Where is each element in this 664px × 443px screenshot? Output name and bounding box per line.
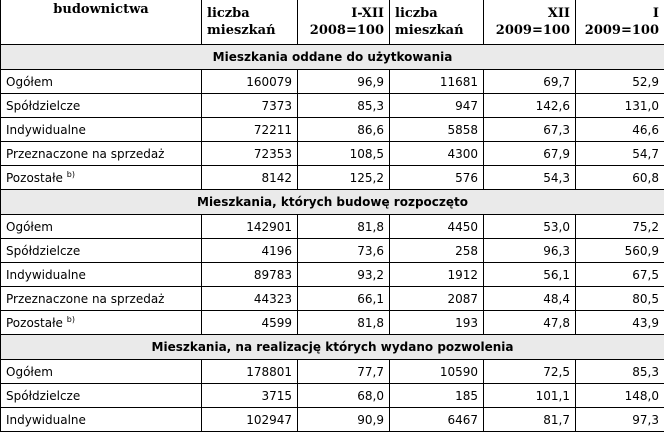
- value-cell-1: 4599: [202, 311, 298, 335]
- value-cell-2: 108,5: [298, 142, 390, 166]
- row-label: Indywidualne: [6, 267, 86, 282]
- section-title: Mieszkania, których budowę rozpoczęto: [1, 190, 664, 215]
- row-label-cell: [1, 263, 202, 287]
- value-cell-4: 67,3: [484, 118, 576, 142]
- row-label-cell: [1, 360, 202, 384]
- header-index-i-2009: I 2009=100: [576, 0, 664, 45]
- value-cell-3: 185: [390, 384, 484, 408]
- value-cell-5: 148,0: [576, 384, 664, 408]
- row-label: Spółdzielcze: [6, 98, 81, 113]
- table-row: [1, 118, 664, 142]
- value-cell-4: 101,1: [484, 384, 576, 408]
- table-row: [1, 384, 664, 408]
- value-cell-3: 193: [390, 311, 484, 335]
- row-label: Pozostałe: [6, 170, 63, 185]
- table-row: [1, 263, 664, 287]
- value-cell-4: 47,8: [484, 311, 576, 335]
- table-row: [1, 408, 664, 432]
- table-row: [1, 215, 664, 239]
- table-row: [1, 94, 664, 118]
- value-cell-1: 8142: [202, 166, 298, 190]
- table-row: [1, 142, 664, 166]
- value-cell-4: 56,1: [484, 263, 576, 287]
- row-label-cell: [1, 142, 202, 166]
- row-label-cell: [1, 287, 202, 311]
- value-cell-4: 54,3: [484, 166, 576, 190]
- value-cell-3: 10590: [390, 360, 484, 384]
- value-cell-5: 43,9: [576, 311, 664, 335]
- table-row: [1, 239, 664, 263]
- header-dwellings-count-year: liczba mieszkań: [202, 0, 298, 45]
- value-cell-4: 67,9: [484, 142, 576, 166]
- value-cell-2: 93,2: [298, 263, 390, 287]
- value-cell-3: 576: [390, 166, 484, 190]
- value-cell-4: 142,6: [484, 94, 576, 118]
- value-cell-1: 72353: [202, 142, 298, 166]
- header-index-xii-2009: XII 2009=100: [484, 0, 576, 45]
- value-cell-1: 44323: [202, 287, 298, 311]
- value-cell-5: 131,0: [576, 94, 664, 118]
- table-row: [1, 311, 664, 335]
- section-title: Mieszkania oddane do użytkowania: [1, 45, 664, 70]
- value-cell-1: 178801: [202, 360, 298, 384]
- value-cell-5: 54,7: [576, 142, 664, 166]
- value-cell-1: 160079: [202, 70, 298, 94]
- section-header-row: [1, 335, 664, 360]
- section-header-row: [1, 45, 664, 70]
- row-label-cell: [1, 118, 202, 142]
- header-construction-type: budownictwa: [1, 0, 202, 45]
- value-cell-3: 947: [390, 94, 484, 118]
- value-cell-2: 81,8: [298, 311, 390, 335]
- value-cell-5: 46,6: [576, 118, 664, 142]
- row-label: Indywidualne: [6, 412, 86, 427]
- value-cell-4: 81,7: [484, 408, 576, 432]
- value-cell-2: 77,7: [298, 360, 390, 384]
- value-cell-4: 53,0: [484, 215, 576, 239]
- value-cell-3: 6467: [390, 408, 484, 432]
- row-label-cell: [1, 215, 202, 239]
- value-cell-1: 72211: [202, 118, 298, 142]
- section-title: Mieszkania, na realizację których wydano pozwolenia: [1, 335, 664, 360]
- value-cell-5: 560,9: [576, 239, 664, 263]
- value-cell-3: 1912: [390, 263, 484, 287]
- header-row: [1, 0, 664, 45]
- value-cell-4: 69,7: [484, 70, 576, 94]
- value-cell-5: 80,5: [576, 287, 664, 311]
- value-cell-2: 125,2: [298, 166, 390, 190]
- value-cell-1: 142901: [202, 215, 298, 239]
- header-index-2008: I-XII 2008=100: [298, 0, 390, 45]
- row-label: Przeznaczone na sprzedaż: [6, 291, 165, 306]
- row-label: Przeznaczone na sprzedaż: [6, 146, 165, 161]
- value-cell-5: 52,9: [576, 70, 664, 94]
- section-header-row: [1, 190, 664, 215]
- row-label: Spółdzielcze: [6, 243, 81, 258]
- value-cell-1: 3715: [202, 384, 298, 408]
- row-label-cell: [1, 239, 202, 263]
- value-cell-5: 60,8: [576, 166, 664, 190]
- footnote-marker: b): [66, 314, 75, 324]
- row-label-cell: [1, 166, 202, 190]
- value-cell-4: 48,4: [484, 287, 576, 311]
- value-cell-4: 72,5: [484, 360, 576, 384]
- row-label-cell: [1, 94, 202, 118]
- value-cell-1: 89783: [202, 263, 298, 287]
- value-cell-2: 86,6: [298, 118, 390, 142]
- row-label: Ogółem: [6, 219, 53, 234]
- row-label-cell: [1, 384, 202, 408]
- row-label: Indywidualne: [6, 122, 86, 137]
- value-cell-3: 4450: [390, 215, 484, 239]
- header-dwellings-count-month: liczba mieszkań: [390, 0, 484, 45]
- table-body: [1, 45, 664, 432]
- value-cell-5: 97,3: [576, 408, 664, 432]
- value-cell-3: 11681: [390, 70, 484, 94]
- value-cell-3: 2087: [390, 287, 484, 311]
- value-cell-2: 90,9: [298, 408, 390, 432]
- value-cell-1: 102947: [202, 408, 298, 432]
- value-cell-4: 96,3: [484, 239, 576, 263]
- row-label-cell: [1, 311, 202, 335]
- row-label: Spółdzielcze: [6, 388, 81, 403]
- value-cell-1: 7373: [202, 94, 298, 118]
- value-cell-2: 81,8: [298, 215, 390, 239]
- row-label: Ogółem: [6, 74, 53, 89]
- row-label: Pozostałe: [6, 315, 63, 330]
- value-cell-5: 75,2: [576, 215, 664, 239]
- footnote-marker: b): [66, 169, 75, 179]
- value-cell-2: 66,1: [298, 287, 390, 311]
- value-cell-5: 85,3: [576, 360, 664, 384]
- value-cell-2: 73,6: [298, 239, 390, 263]
- table-row: [1, 360, 664, 384]
- value-cell-3: 258: [390, 239, 484, 263]
- row-label: Ogółem: [6, 364, 53, 379]
- value-cell-2: 68,0: [298, 384, 390, 408]
- value-cell-5: 67,5: [576, 263, 664, 287]
- value-cell-2: 96,9: [298, 70, 390, 94]
- value-cell-1: 4196: [202, 239, 298, 263]
- table-row: [1, 166, 664, 190]
- row-label-cell: [1, 70, 202, 94]
- value-cell-3: 5858: [390, 118, 484, 142]
- table-row: [1, 287, 664, 311]
- row-label-cell: [1, 408, 202, 432]
- value-cell-2: 85,3: [298, 94, 390, 118]
- value-cell-3: 4300: [390, 142, 484, 166]
- table-row: [1, 70, 664, 94]
